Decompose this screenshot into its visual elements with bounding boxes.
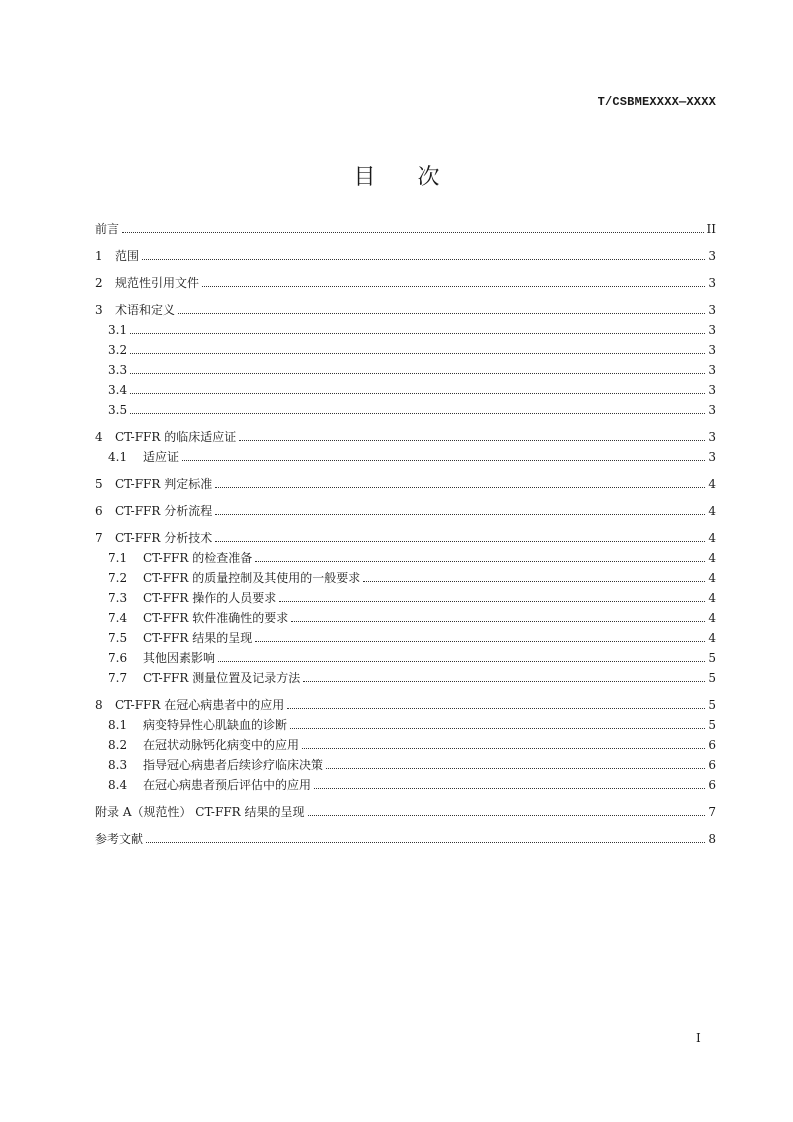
page-number: I — [696, 1031, 701, 1045]
toc-entry-page: 5 — [708, 651, 716, 665]
toc-entry[interactable] — [95, 715, 716, 735]
toc-entry[interactable] — [95, 380, 716, 400]
toc-entry-number: 5 — [95, 477, 103, 491]
toc-entry[interactable] — [95, 360, 716, 380]
toc-dot-leader — [218, 661, 705, 662]
toc-entry[interactable] — [95, 266, 716, 293]
toc-entry-page: 8 — [708, 832, 716, 846]
toc-entry-page: 5 — [708, 718, 716, 732]
toc-entry[interactable] — [95, 219, 716, 239]
toc-entry-page: 3 — [708, 383, 716, 397]
toc-dot-leader — [130, 413, 705, 414]
toc-entry-page: 4 — [708, 611, 716, 625]
toc-entry-label: 在冠状动脉钙化病变中的应用 — [143, 738, 300, 752]
toc-dot-leader — [279, 601, 705, 602]
toc-entry-label: CT-FFR 的临床适应证 — [115, 430, 237, 444]
toc-entry-label: CT-FFR 测量位置及记录方法 — [143, 671, 301, 685]
toc-entry-number: 3.2 — [108, 343, 128, 357]
toc-dot-leader — [215, 514, 705, 515]
toc-dot-leader — [130, 333, 705, 334]
toc-dot-leader — [130, 393, 705, 394]
toc-entry[interactable] — [95, 293, 716, 320]
toc-entry-number: 1 — [95, 249, 103, 263]
toc-entry-number: 3.4 — [108, 383, 128, 397]
toc-entry-label: CT-FFR 分析流程 — [115, 504, 213, 518]
toc-entry-page: 4 — [708, 551, 716, 565]
toc-entry[interactable] — [95, 568, 716, 588]
toc-entry-label: 术语和定义 — [115, 303, 176, 317]
toc-entry-page: 3 — [708, 343, 716, 357]
toc-entry[interactable] — [95, 400, 716, 420]
toc-entry-label: CT-FFR 的检查准备 — [143, 551, 253, 565]
toc-dot-leader — [130, 353, 705, 354]
toc-entry[interactable] — [95, 775, 716, 795]
toc-dot-leader — [308, 815, 706, 816]
toc-entry-number: 7.7 — [108, 671, 128, 685]
page-title: 目次 — [353, 165, 482, 190]
toc-dot-leader — [182, 460, 705, 461]
toc-entry-page: 3 — [708, 303, 716, 317]
toc-entry-number: 3 — [95, 303, 103, 317]
toc-dot-leader — [146, 842, 705, 843]
toc-entry[interactable] — [95, 588, 716, 608]
toc-entry-label: 其他因素影响 — [143, 651, 216, 665]
toc-entry-page: 7 — [708, 805, 716, 819]
toc-entry-label: CT-FFR 分析技术 — [115, 531, 213, 545]
toc-entry[interactable] — [95, 239, 716, 266]
toc-entry-page: 6 — [708, 778, 716, 792]
toc-entry-number: 4 — [95, 430, 103, 444]
toc-entry[interactable] — [95, 648, 716, 668]
toc-entry-page: 4 — [708, 571, 716, 585]
toc-entry[interactable] — [95, 822, 716, 849]
toc-entry[interactable] — [95, 420, 716, 447]
toc-entry-page: 5 — [708, 698, 716, 712]
toc-entry-label: 附录 A（规范性） CT-FFR 结果的呈现 — [95, 805, 305, 819]
toc-entry-label: CT-FFR 操作的人员要求 — [143, 591, 277, 605]
toc-entry-number: 3.3 — [108, 363, 128, 377]
toc-entry-number: 8.3 — [108, 758, 128, 772]
toc-dot-leader — [303, 681, 705, 682]
toc-entry-number: 7.2 — [108, 571, 128, 585]
toc-entry-label: CT-FFR 判定标准 — [115, 477, 213, 491]
toc-entry-page: II — [706, 222, 716, 236]
toc-entry-number: 6 — [95, 504, 103, 518]
toc-entry[interactable] — [95, 688, 716, 715]
toc-entry-number: 3.1 — [108, 323, 128, 337]
toc-entry-label: 规范性引用文件 — [115, 276, 200, 290]
toc-entry-number: 4.1 — [108, 450, 128, 464]
toc-dot-leader — [202, 286, 705, 287]
toc-dot-leader — [130, 373, 705, 374]
toc-entry-number: 7.4 — [108, 611, 128, 625]
toc-entry-label: CT-FFR 的质量控制及其使用的一般要求 — [143, 571, 361, 585]
toc-dot-leader — [239, 440, 705, 441]
toc-entry[interactable] — [95, 320, 716, 340]
toc-entry-page: 3 — [708, 403, 716, 417]
toc-entry-page: 4 — [708, 504, 716, 518]
toc-dot-leader — [178, 313, 705, 314]
toc-dot-leader — [255, 561, 705, 562]
toc-entry-number: 2 — [95, 276, 103, 290]
toc-entry[interactable] — [95, 447, 716, 467]
toc-entry-number: 7.6 — [108, 651, 128, 665]
toc-dot-leader — [287, 708, 705, 709]
toc-entry-label: 病变特异性心肌缺血的诊断 — [143, 718, 288, 732]
toc-entry-page: 5 — [708, 671, 716, 685]
toc-entry-page: 4 — [708, 631, 716, 645]
toc-entry-page: 3 — [708, 430, 716, 444]
toc-dot-leader — [291, 621, 705, 622]
toc-entry-page: 4 — [708, 477, 716, 491]
toc-entry[interactable] — [95, 668, 716, 688]
toc-entry-label: 参考文献 — [95, 832, 144, 846]
toc-dot-leader — [314, 788, 705, 789]
toc-entry-label: 前言 — [95, 222, 120, 236]
toc-entry-label: 指导冠心病患者后续诊疗临床决策 — [143, 758, 324, 772]
toc-entry-page: 6 — [708, 758, 716, 772]
toc-entry-label: 范围 — [115, 249, 140, 263]
toc-entry-page: 3 — [708, 276, 716, 290]
document-code: T/CSBMEXXXX—XXXX — [597, 95, 716, 109]
toc-entry-page: 3 — [708, 249, 716, 263]
toc-dot-leader — [290, 728, 705, 729]
toc-entry-label: CT-FFR 在冠心病患者中的应用 — [115, 698, 285, 712]
toc-entry-page: 3 — [708, 363, 716, 377]
toc-entry-number: 7 — [95, 531, 103, 545]
toc-entry-label: CT-FFR 结果的呈现 — [143, 631, 253, 645]
toc-entry[interactable] — [95, 548, 716, 568]
toc-entry-number: 3.5 — [108, 403, 128, 417]
toc-dot-leader — [302, 748, 705, 749]
toc-entry[interactable] — [95, 628, 716, 648]
toc-entry-number: 7.1 — [108, 551, 128, 565]
toc-entry-number: 8.2 — [108, 738, 128, 752]
toc-entry-number: 7.5 — [108, 631, 128, 645]
toc-entry[interactable] — [95, 608, 716, 628]
toc-entry[interactable] — [95, 340, 716, 360]
toc-entry-page: 3 — [708, 323, 716, 337]
toc-entry-page: 3 — [708, 450, 716, 464]
toc-entry[interactable] — [95, 755, 716, 775]
toc-entry-page: 6 — [708, 738, 716, 752]
toc-entry[interactable] — [95, 494, 716, 521]
toc-entry-label: 适应证 — [143, 450, 180, 464]
toc-entry[interactable] — [95, 521, 716, 548]
table-of-contents — [95, 219, 716, 849]
toc-entry-label: CT-FFR 软件准确性的要求 — [143, 611, 289, 625]
toc-entry[interactable] — [95, 735, 716, 755]
toc-dot-leader — [215, 487, 705, 488]
toc-entry-number: 8 — [95, 698, 103, 712]
toc-entry-page: 4 — [708, 531, 716, 545]
toc-entry-number: 7.3 — [108, 591, 128, 605]
toc-entry[interactable] — [95, 795, 716, 822]
toc-dot-leader — [326, 768, 705, 769]
toc-entry-number: 8.4 — [108, 778, 128, 792]
toc-entry[interactable] — [95, 467, 716, 494]
toc-dot-leader — [122, 232, 704, 233]
toc-entry-number: 8.1 — [108, 718, 128, 732]
toc-dot-leader — [255, 641, 705, 642]
toc-entry-label: 在冠心病患者预后评估中的应用 — [143, 778, 312, 792]
toc-dot-leader — [215, 541, 705, 542]
toc-dot-leader — [142, 259, 705, 260]
toc-entry-page: 4 — [708, 591, 716, 605]
toc-dot-leader — [363, 581, 705, 582]
